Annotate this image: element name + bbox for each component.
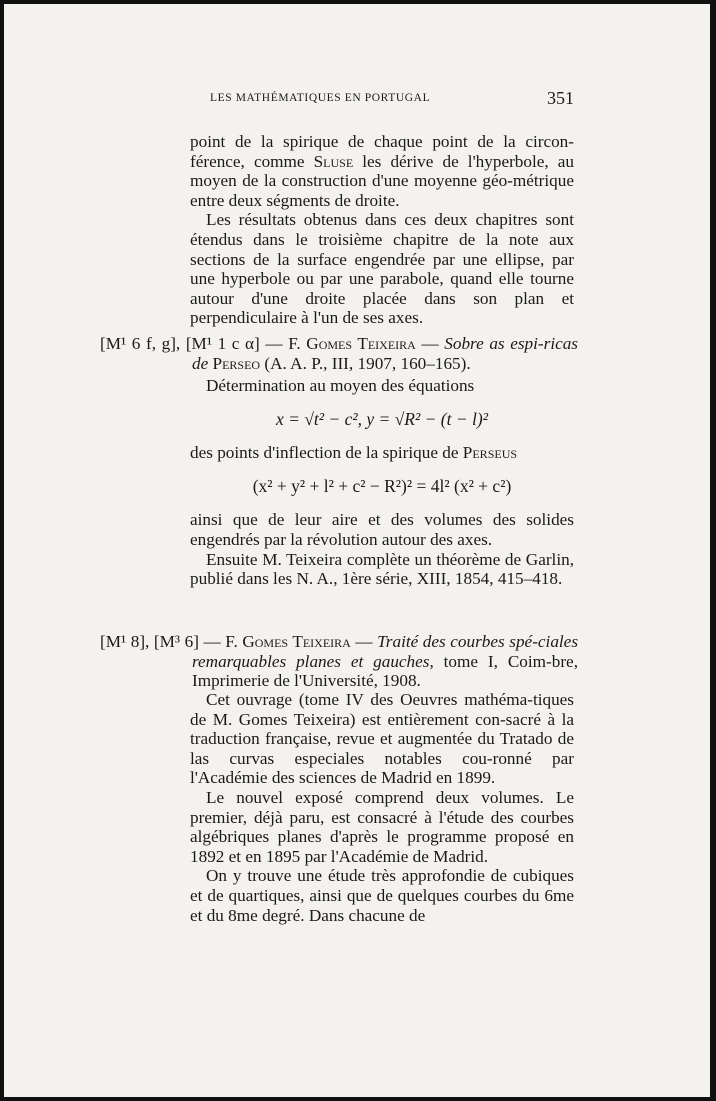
paragraph-continuation bbox=[190, 132, 574, 210]
entry-1-after-spiric: ainsi que de leur aire et des volumes des solides engendrés par la révolution autour des axes. bbox=[190, 510, 574, 549]
paragraph-results: Les résultats obtenus dans ces deux chapitres sont étendus dans le troisième chapitre de la note aux sections de la surface engendrée par une ellipse, par une hyperbole ou par une parabole, quand elle tourne autour d'une droite placée dans son plan et perpendiculaire à l'un de ses axes. bbox=[190, 210, 574, 328]
formula-spiric: (x² + y² + l² + c² − R²)² = 4l² (x² + c²) bbox=[252, 475, 512, 496]
entry-2-paragraph-1: Cet ouvrage (tome IV des Oeuvres mathéma-tiques de M. Gomes Teixeira) est entièrement con-sacré à la traduction française, revue et augmentée du Tratado de las curvas especiales notables cou-ronné par l'Académie des sciences de Madrid en 1899. bbox=[190, 690, 574, 788]
entry-1-heading bbox=[100, 334, 578, 373]
entry-2-body bbox=[190, 690, 574, 925]
dash: — bbox=[415, 334, 445, 353]
reference: tome I, Coim-bre, Imprimerie de l'Université, 1908. bbox=[192, 651, 578, 691]
entry-1-next: Ensuite M. Teixeira complète un théorème de Garlin, publié dans les N. A., 1ère série, XIII, 1854, 415–418. bbox=[190, 549, 574, 589]
running-header: LES MATHÉMATIQUES EN PORTUGAL bbox=[210, 92, 431, 104]
bibliography-entry-1 bbox=[100, 334, 578, 373]
work-title: Traité des courbes spé-ciales remarquables planes et gauches, bbox=[192, 632, 579, 671]
perseo: Perseo bbox=[212, 353, 261, 373]
text-run: point de la spirique de chaque point de la circon- bbox=[190, 132, 574, 151]
author-name: Gomes Teixeira bbox=[242, 632, 351, 651]
author-name: Gomes Teixeira bbox=[306, 334, 416, 353]
perseus: Perseus bbox=[462, 443, 518, 463]
entry-1-after-formula bbox=[190, 443, 574, 463]
text-run: des points d'inflection de la spirique de bbox=[190, 443, 459, 463]
author-sluse: Sluse bbox=[313, 151, 354, 171]
classification-code: [M¹ 8], [M³ 6] — F. bbox=[100, 632, 243, 651]
text-run: férence, comme bbox=[190, 151, 314, 171]
work-title: Sobre as espi-ricas de bbox=[192, 334, 579, 373]
entry-2-paragraph-2: Le nouvel exposé comprend deux volumes. Le premier, déjà paru, est consacré à l'étude des courbes algébriques planes d'après le programme proposé en 1892 et en 1895 par l'Académie de Madrid. bbox=[190, 787, 574, 866]
formula-equations: x = √t² − c², y = √R² − (t − l)² bbox=[276, 408, 488, 429]
entry-2-paragraph-3: On y trouve une étude très approfondie de cubiques et de quartiques, ainsi que de quelques courbes du 6me et du 8me degré. Dans chacune de bbox=[190, 866, 574, 925]
text-run: les dérive de l'hyperbole, au moyen de la construction d'une moyenne géo-métrique entre deux ségments de droite. bbox=[190, 151, 574, 210]
reference: (A. A. P., III, 1907, 160–165). bbox=[260, 353, 471, 373]
entry-2-heading bbox=[100, 632, 578, 691]
book-page bbox=[4, 4, 710, 1097]
classification-code: [M¹ 6 f, g], [M¹ 1 c α] — F. bbox=[100, 334, 307, 353]
dash: — bbox=[350, 632, 378, 651]
entry-1-intro: Détermination au moyen des équations bbox=[206, 376, 475, 395]
bibliography-entry-2 bbox=[100, 632, 578, 691]
page-number: 351 bbox=[547, 88, 574, 108]
continuation-block bbox=[190, 132, 574, 328]
entry-1-body bbox=[190, 376, 574, 589]
